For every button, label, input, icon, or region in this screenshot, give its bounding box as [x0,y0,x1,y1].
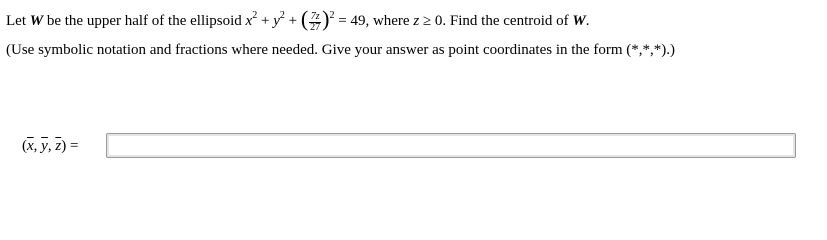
period: . [585,13,590,29]
fraction-denominator: 27 [310,22,321,33]
exponent-x: 2 [252,10,258,21]
equation-rhs: = 49, where [338,13,410,29]
plus-sign: + [288,13,298,29]
plus-sign: + [260,13,270,29]
equals-sign: = [69,138,79,154]
open-paren: ( [300,6,309,31]
comma: , [47,138,52,154]
y-bar: $\overline{y}$ [41,138,48,154]
x-bar: $\overline{x}$ [27,138,34,154]
var-x: x [245,13,253,29]
close-paren: ) [322,6,330,31]
problem-prefix: Let [6,13,26,29]
fraction-numerator: 7z [310,11,320,22]
problem-text: be the upper half of the ellipsoid [46,13,242,29]
var-y: y [273,13,280,29]
z-bar: $\overline{z}$ [55,138,62,154]
label-open-paren: ( [22,138,27,154]
answer-input[interactable] [106,133,796,158]
label-close-paren: ) [61,138,67,154]
exponent-y: 2 [279,10,285,21]
region-symbol: W [29,13,44,29]
instruction-text: (Use symbolic notation and fractions where needed. Give your answer as point coordinates in the form (*,*,*).) [6,42,675,58]
exponent-fraction: 2 [329,10,335,21]
var-z: z [413,13,420,29]
fraction [309,12,321,33]
comma: , [33,138,38,154]
region-symbol: W [572,13,586,29]
answer-label [22,137,78,155]
problem-statement [6,8,590,33]
condition-text: ≥ 0. Find the centroid of [422,13,569,29]
